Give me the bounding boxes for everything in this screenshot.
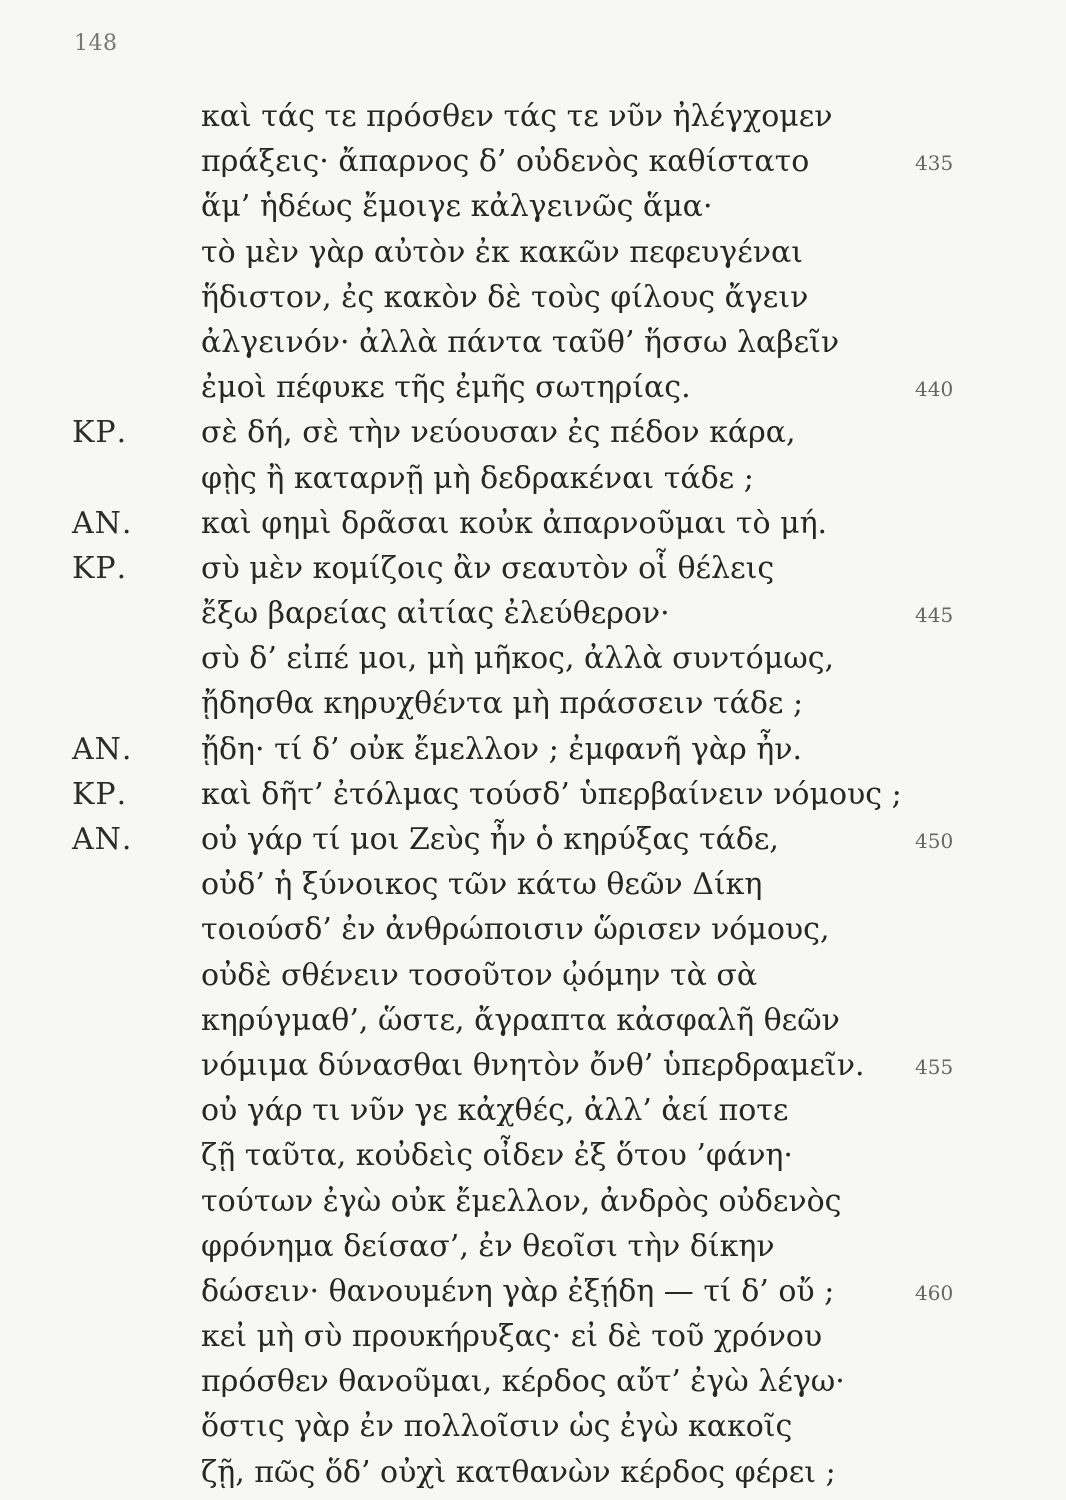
- verse-text: σὺ δ’ εἰπέ μοι, μὴ μῆκος, ἀλλὰ συντόμως,: [201, 641, 835, 677]
- speaker-label: ΚΡ.: [72, 415, 128, 451]
- verse-text: κηρύγμαθ’, ὥστε, ἄγραπτα κἀσφαλῆ θεῶν: [201, 1002, 840, 1038]
- verse-line: [0, 1314, 1066, 1359]
- verse-text: ᾔδη· τί δ’ οὐκ ἔμελλον ; ἐμφανῆ γὰρ ἦν.: [201, 731, 803, 767]
- verse-line: [0, 1224, 1066, 1269]
- verse-line: [0, 546, 1066, 591]
- verse-text: οὐ γάρ τι νῦν γε κἀχθές, ἀλλ’ ἀεί ποτε: [201, 1093, 789, 1129]
- verse-line: [0, 862, 1066, 907]
- verse-text: δώσειν· θανουμένη γὰρ ἐξῄδη — τί δ’ οὔ ;: [201, 1273, 835, 1309]
- verse-text: σὺ μὲν κομίζοις ἂν σεαυτὸν οἷ θέλεις: [201, 550, 775, 586]
- verse-text: ἅμ’ ἡδέως ἔμοιγε κἀλγεινῶς ἅμα·: [201, 189, 713, 225]
- verse-line: [0, 320, 1066, 365]
- speaker-label: ΚΡ.: [72, 776, 128, 812]
- verse-line: [0, 681, 1066, 726]
- verse-text: τούτων ἐγὼ οὐκ ἔμελλον, ἀνδρὸς οὐδενὸς: [201, 1183, 842, 1219]
- speaker-label: ΑΝ.: [72, 505, 133, 541]
- verse-text: καὶ φημὶ δρᾶσαι κοὐκ ἀπαρνοῦμαι τὸ μή.: [201, 505, 828, 541]
- verse-text: πρόσθεν θανοῦμαι, κέρδος αὔτ’ ἐγὼ λέγω·: [201, 1364, 845, 1400]
- verse-line: [0, 184, 1066, 229]
- verse-line: [0, 410, 1066, 455]
- verse-text: φρόνημα δείσασ’, ἐν θεοῖσι τὴν δίκην: [201, 1228, 775, 1264]
- verse-line: [0, 1359, 1066, 1404]
- verse-text: νόμιμα δύνασθαι θνητὸν ὄνθ’ ὑπερδραμεῖν.: [201, 1047, 865, 1083]
- line-number: 460: [915, 1280, 954, 1305]
- verse-text: ὅστις γὰρ ἐν πολλοῖσιν ὡς ἐγὼ κακοῖς: [201, 1409, 793, 1445]
- verse-line: [0, 1450, 1066, 1495]
- verse-line: [0, 772, 1066, 817]
- line-number: 435: [915, 151, 954, 176]
- verse-line: [0, 591, 1066, 636]
- verse-text: οὐ γάρ τί μοι Ζεὺς ἦν ὁ κηρύξας τάδε,: [201, 822, 779, 857]
- verse-text: φῂς ἢ καταρνῇ μὴ δεδρακέναι τάδε ;: [201, 460, 754, 496]
- verse-line: [0, 953, 1066, 998]
- verse-text: τοιούσδ’ ἐν ἀνθρώποισιν ὥρισεν νόμους,: [201, 912, 830, 948]
- verse-line: [0, 998, 1066, 1043]
- speaker-label: ΑΝ.: [72, 822, 133, 857]
- verse-line: [0, 727, 1066, 772]
- line-number: 440: [915, 377, 954, 402]
- verse-text: ἥδιστον, ἐς κακὸν δὲ τοὺς φίλους ἄγειν: [201, 279, 809, 315]
- verse-text: ζῇ, πῶς ὅδ’ οὐχὶ κατθανὼν κέρδος φέρει ;: [201, 1454, 836, 1490]
- verse-line: [0, 1043, 1066, 1088]
- verse-text: ἀλγεινόν· ἀλλὰ πάντα ταῦθ’ ἥσσω λαβεῖν: [201, 324, 840, 360]
- verse-line: [0, 230, 1066, 275]
- verse-line: [0, 817, 1066, 862]
- verse-text: τὸ μὲν γὰρ αὐτὸν ἐκ κακῶν πεφευγέναι: [201, 234, 804, 270]
- verse-line: [0, 275, 1066, 320]
- verse-text: ἐμοὶ πέφυκε τῆς ἐμῆς σωτηρίας.: [201, 370, 691, 406]
- line-number: 450: [915, 829, 954, 853]
- verse-text: οὐδὲ σθένειν τοσοῦτον ᾠόμην τὰ σὰ: [201, 957, 758, 993]
- verse-line: [0, 94, 1066, 139]
- verse-line: [0, 456, 1066, 501]
- verse-text: κεἰ μὴ σὺ προυκήρυξας· εἰ δὲ τοῦ χρόνου: [201, 1319, 823, 1355]
- verse-line: [0, 907, 1066, 952]
- verse-lines: [0, 94, 1066, 1495]
- verse-text: καὶ τάς τε πρόσθεν τάς τε νῦν ἠλέγχομεν: [201, 99, 833, 134]
- speaker-label: ΚΡ.: [72, 550, 128, 586]
- verse-text: καὶ δῆτ’ ἐτόλμας τούσδ’ ὑπερβαίνειν νόμους ;: [201, 776, 902, 812]
- verse-line: [0, 1404, 1066, 1449]
- verse-text: ᾔδησθα κηρυχθέντα μὴ πράσσειν τάδε ;: [201, 686, 804, 722]
- verse-line: [0, 636, 1066, 681]
- verse-line: [0, 365, 1066, 410]
- verse-text: ἔξω βαρείας αἰτίας ἐλεύθερον·: [201, 596, 670, 632]
- line-number: 455: [915, 1054, 954, 1079]
- verse-text: ζῇ ταῦτα, κοὐδεὶς οἶδεν ἐξ ὅτου ’φάνη·: [201, 1138, 793, 1174]
- page-number: 148: [74, 31, 118, 56]
- verse-line: [0, 1088, 1066, 1133]
- verse-text: πράξεις· ἄπαρνος δ’ οὐδενὸς καθίστατο: [201, 144, 810, 180]
- verse-text: σὲ δή, σὲ τὴν νεύουσαν ἐς πέδον κάρα,: [201, 415, 796, 451]
- verse-line: [0, 1133, 1066, 1178]
- verse-line: [0, 139, 1066, 184]
- verse-line: [0, 501, 1066, 546]
- line-number: 445: [915, 603, 954, 628]
- verse-text: οὐδ’ ἡ ξύνοικος τῶν κάτω θεῶν Δίκη: [201, 867, 763, 903]
- speaker-label: ΑΝ.: [72, 731, 133, 767]
- verse-line: [0, 1269, 1066, 1314]
- verse-line: [0, 1179, 1066, 1224]
